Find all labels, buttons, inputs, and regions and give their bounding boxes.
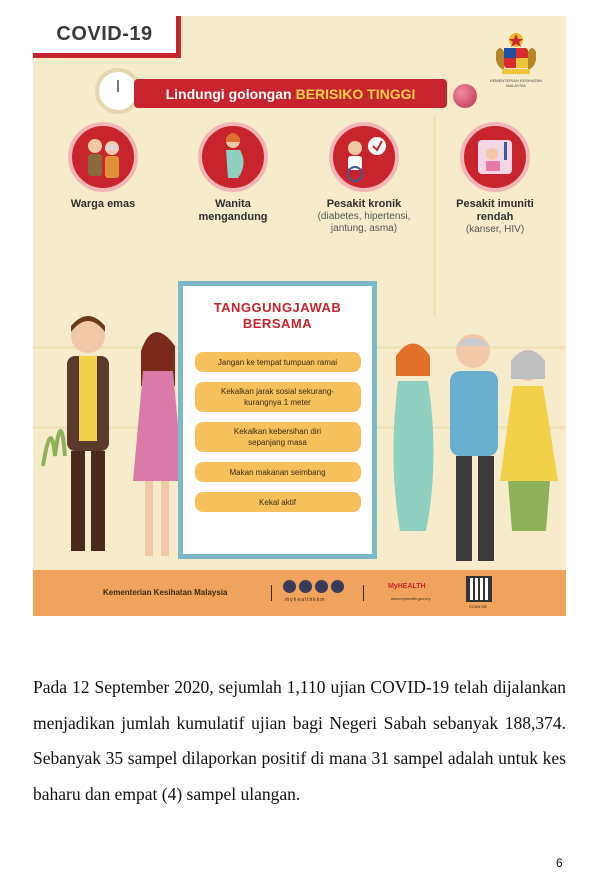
patient-bed-icon [460,122,530,192]
group-label: Pesakit imuniti rendah [456,198,534,223]
social-icons [283,580,344,593]
group-pesakit-kronik [305,122,423,235]
group-warga-emas [63,122,143,211]
group-wanita-mengandung [193,122,273,224]
tip-pill: Kekalkan jarak sosial sekurang-kurangnya 1 meter [195,382,361,412]
divider [271,585,272,601]
group-label: Warga emas [70,198,136,210]
facebook-icon [283,580,296,593]
qr-code-icon [466,576,492,602]
risk-banner [134,79,447,108]
body-paragraph: Pada 12 September 2020, sejumlah 1,110 ujian COVID-19 telah dijalankan menjadikan jumlah kumulatif ujian bagi Negeri Sabah sebanyak 188,374. Sebanyak 35 sampel dilaporkan positif di mana 31 sampel adalah untuk kes baharu dan empat (4) sampel ulangan. [33,677,566,804]
patient-wheelchair-icon [329,122,399,192]
covid-tag: COVID-19 [33,16,181,58]
twitter-icon [299,580,312,593]
youtube-icon [315,580,328,593]
poster-footer [33,570,566,616]
ministry-crest [481,30,551,102]
qr-caption: SCAN ME [469,604,488,609]
board-title-line1: TANGGUNGJAWAB [213,300,342,315]
group-sub: (kanser, HIV) [465,224,525,235]
tip-pill: Kekal aktif [195,492,361,512]
wall-line [433,116,436,316]
infographic-poster [33,16,566,616]
tip-pill: Jangan ke tempat tumpuan ramai [195,352,361,372]
group-sub: (diabetes, hipertensi, jantung, asma) [317,211,411,234]
tip-pill: Kekalkan kebersihan diri sepanjang masa [195,422,361,452]
ministry-name: Kementerian Kesihatan Malaysia [103,588,228,597]
group-label: Wanita mengandung [198,198,268,223]
myhealth-logo: MyHEALTH [388,583,426,590]
social-handle: myhealthkkm [285,597,326,603]
young-couple-illustration [33,306,183,571]
tip-pill: Makan makanan seimbang [195,462,361,482]
banner-prefix: Lindungi golongan [165,85,292,102]
group-label: Pesakit kronik [326,198,402,210]
pregnant-woman-icon [198,122,268,192]
coat-of-arms-icon [492,30,540,76]
responsibility-board [178,281,377,559]
crest-caption: KEMENTERIAN KESIHATAN MALAYSIA [489,78,543,88]
board-title [183,300,372,332]
elderly-couple-icon [68,122,138,192]
decorative-ball-icon [453,84,477,108]
group-pesakit-imuniti-rendah [445,122,545,236]
divider [363,585,364,601]
banner-highlight: BERISIKO TINGGI [295,85,416,102]
instagram-icon [331,580,344,593]
family-illustration [368,321,566,571]
page-number: 6 [556,856,563,870]
board-title-line2: BERSAMA [242,316,313,331]
myhealth-url: www.myhealth.gov.my [391,596,431,601]
